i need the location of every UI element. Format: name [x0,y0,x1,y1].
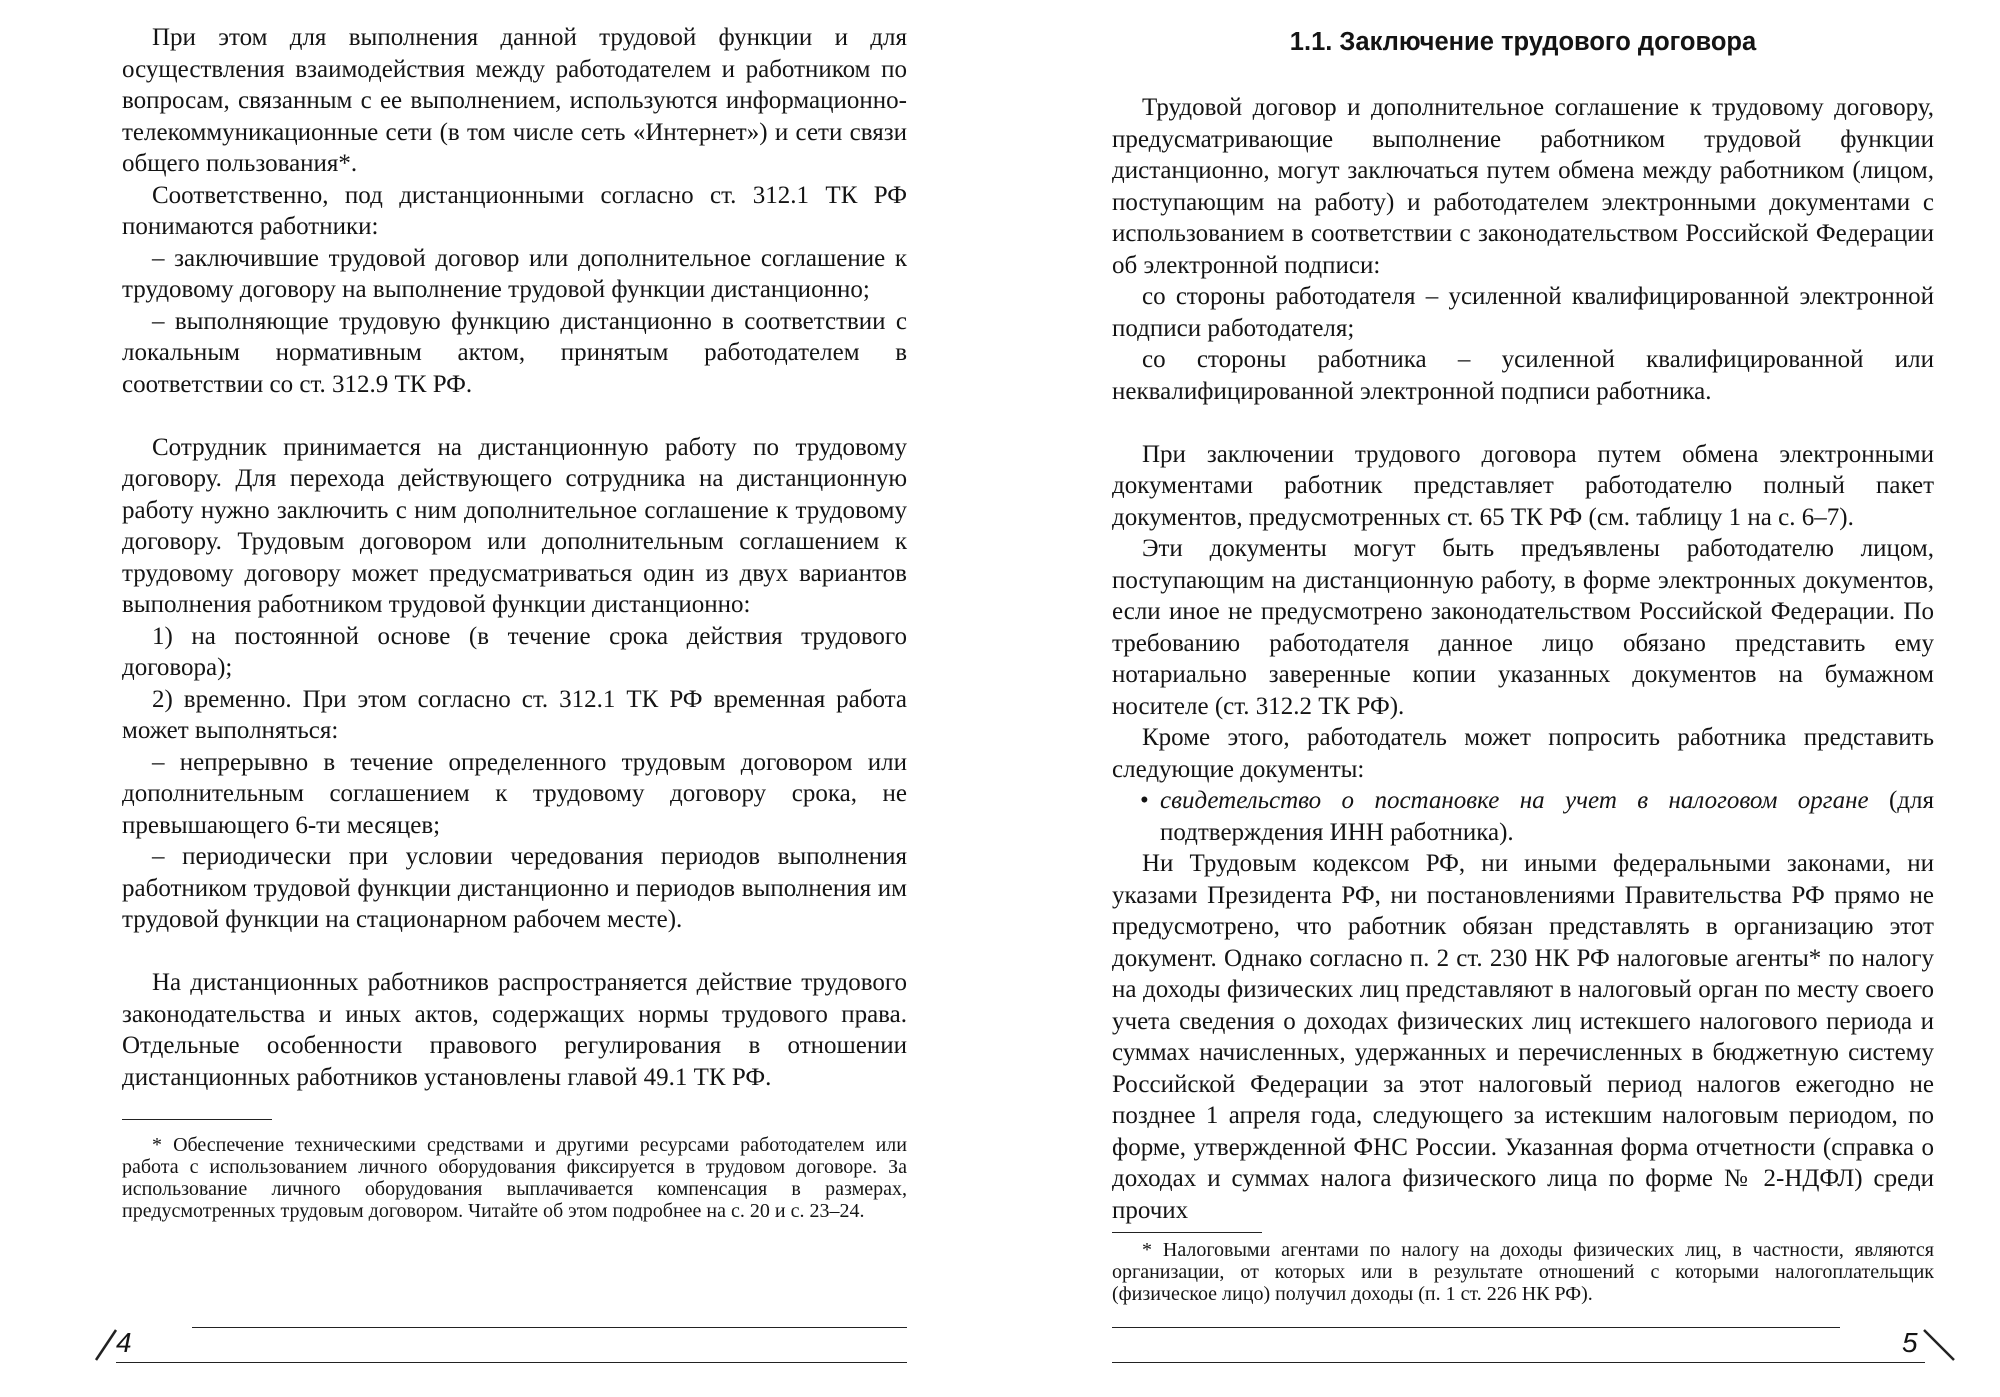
paragraph: со стороны работника – усиленной квалифицированной или неквалифицированной электронной подписи работника. [1112,346,1934,405]
paragraph: – выполняющие трудовую функцию дистанционно в соответствии с локальным нормативным актом, принятым работодателем в соответствии со ст. 312.9 ТК РФ. [122,307,907,398]
paragraph: Трудовой договор и дополнительное соглашение к трудовому договору, предусматривающие выполнение работником трудовой функции дистанционно, могут заключаться путем обмена между работником (лицом, поступающим на работу) и работодателем электронными документами с использованием в соответствии с законодательством Российской Федерации об электронной подписи: [1112,94,1934,279]
footer-rule-bottom [1112,1362,1925,1363]
footer-rule-bottom [116,1362,907,1363]
paragraph: Кроме этого, работодатель может попросить работника представить следующие документы: [1112,724,1934,783]
right-paragraph-group-1 [1112,92,1934,407]
paragraph: Соответственно, под дистанционными согласно ст. 312.1 ТК РФ понимаются работники: [122,181,907,240]
right-text-column [1112,22,1934,1305]
paragraph: – периодически при условии чередования периодов выполнения работником трудовой функции дистанционно и периодов выполнения им трудовой функции на стационарном рабочем месте). [122,843,907,933]
page-corner-slash [94,1328,118,1362]
page-number: 4 [116,1327,132,1358]
footer-rule-top [192,1327,907,1328]
footer-rule-top [1112,1327,1840,1328]
left-paragraph-group-3 [122,967,907,1093]
footnote: * Обеспечение техническими средствами и другими ресурсами работодателем или работа с использованием личного оборудования фиксируется в трудовом договоре. За использование личного оборудования выплачивается компенсация в размерах, предусмотренных трудовым договором. Читайте об этом подробнее на с. 20 и с. 23–24. [122,1134,907,1222]
bullet-mark: • [1140,787,1149,814]
paragraph: со стороны работодателя – усиленной квалифицированной электронной подписи работодателя; [1112,283,1934,342]
left-text-column [122,22,907,1222]
left-paragraph-group-1 [122,22,907,400]
paragraph: Эти документы могут быть предъявлены работодателю лицом, поступающим на дистанционную работу, в форме электронных документов, если иное не предусмотрено законодательством Российской Федерации. По требованию работодателя данное лицо обязано представить ему нотариально заверенные копии указанных документов на бумажном носителе (ст. 312.2 ТК РФ). [1112,535,1934,720]
paragraph: 2) временно. При этом согласно ст. 312.1 ТК РФ временная работа может выполняться: [122,685,907,744]
bullet-text [1160,785,1934,848]
paragraph: – заключившие трудовой договор или дополнительное соглашение к трудовому договору на выполнение трудовой функции дистанционно; [122,244,907,303]
right-paragraph-group-2 [1112,439,1934,786]
page-number: 5 [1902,1327,1918,1358]
bullet-rest-text: (для подтверждения ИНН работника). [1160,787,1934,846]
paragraph: 1) на постоянной основе (в течение срока действия трудового договора); [122,622,907,681]
right-paragraph-group-3 [1112,848,1934,1226]
left-paragraph-group-2 [122,432,907,936]
paragraph: Сотрудник принимается на дистанционную работу по трудовому договору. Для перехода действующего сотрудника на дистанционную работу нужно заключить с ним дополнительное соглашение к трудовому договору. Трудовым договором или дополнительным соглашением к трудовому договору может предусматриваться один из двух вариантов выполнения работником трудовой функции дистанционно: [122,433,907,618]
section-heading: 1.1. Заключение трудового договора [1289,28,1757,56]
paragraph: Ни Трудовым кодексом РФ, ни иными федеральными законами, ни указами Президента РФ, ни постановлениями Правительства РФ прямо не предусмотрено, что работник обязан представлять в организацию этот документ. Однако согласно п. 2 ст. 230 НК РФ налоговые агенты* по налогу на доходы физических лиц представляют в налоговый орган по месту своего учета сведения о доходах физических лиц истекшего налогового периода и суммах начисленных, удержанных и перечисленных в бюджетную систему Российской Федерации за этот налоговый период налогов ежегодно не позднее 1 апреля года, следующего за истекшим налоговым периодом, по форме, утвержденной ФНС России. Указанная форма отчетности (справка о доходах и суммах налога физического лица по форме № 2-НДФЛ) среди прочих [1112,850,1934,1224]
bullet-italic-text: свидетельство о постановке на учет в налоговом органе [1160,787,1869,814]
paragraph: – непрерывно в течение определенного трудовым договором или дополнительным соглашением к трудовому договору срока, не превышающего 6-ти месяцев; [122,748,907,839]
footnote-separator [122,1119,272,1120]
paragraph: На дистанционных работников распространяется действие трудового законодательства и иных актов, содержащих нормы трудового права. Отдельные особенности правового регулирования в отношении дистанционных работников установлены главой 49.1 ТК РФ. [122,969,907,1091]
paragraph: При заключении трудового договора путем обмена электронными документами работник представляет работодателю полный пакет документов, предусмотренных ст. 65 ТК РФ (см. таблицу 1 на с. 6–7). [1112,440,1934,531]
right-page [1000,0,2000,1397]
bullet-item [1112,785,1934,848]
footnote: * Налоговыми агентами по налогу на доходы физических лиц, в частности, являются организации, от которых или в результате отношений с которыми налогоплательщик (физическое лицо) получил доходы (п. 1 ст. 226 НК РФ). [1112,1239,1934,1305]
page-corner-backslash [1922,1328,1956,1362]
footnote-separator [1112,1232,1262,1233]
paragraph: При этом для выполнения данной трудовой функции и для осуществления взаимодействия между работодателем и работником по вопросам, связанным с ее выполнением, используются информационно-телекоммуникационные сети (в том числе сеть «Интернет») и сети связи общего пользования*. [122,24,907,177]
